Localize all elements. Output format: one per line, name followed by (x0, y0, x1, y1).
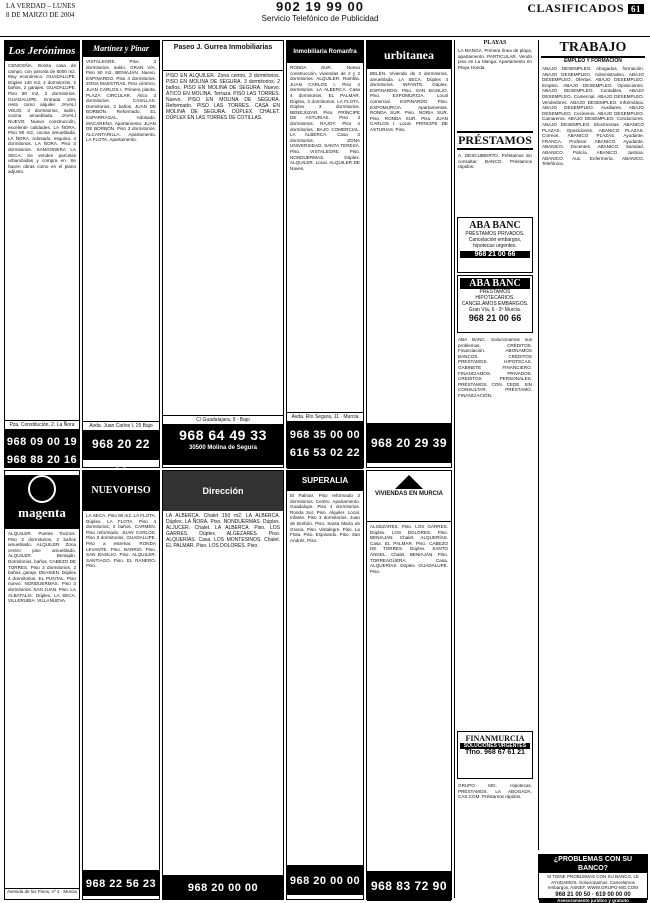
creditos-text: ABA BANC. Solucionamos sus problemas. CRÉDITOS. Financiación. ABONAMOS BANCOS. CRÉDITOS PRESTAMOS. HIPOTECAS. GABINETE FINANCIERO. FINANCIAMOS. PRIVADOS. CREDITOS PERSONALES. PRÉSTAMOS. CON. CEDE. SIN CONSULTAR. PRÉSTAMO. FINANCIACIÓN. (458, 337, 532, 398)
aba-text-1: PRÉSTAMOS PRIVADOS. Cancelación embargos, hipotecas urgentes. (465, 231, 525, 249)
ad-phone: 968 35 00 00 (289, 429, 361, 441)
ad-phone: 968 64 49 33 (179, 427, 267, 443)
ad-phone-2: 968 20 00 00 (187, 882, 259, 894)
ad-phone-block-2 (163, 875, 283, 899)
header-left (6, 2, 75, 20)
ad-nuevopiso (82, 470, 160, 900)
logo-direccion: Dirección (163, 471, 283, 511)
ad-direccion (162, 470, 284, 900)
ad-phone: 968 20 29 39 (370, 436, 448, 450)
paper-name: LA VERDAD – LUNES (6, 2, 76, 10)
playas-text: LA MANGA. Primera línea de playa, apartamento. PARTICULAR. Vendo piso en La Manga. Apartamento en Playa Honda. (458, 48, 532, 70)
ad-text-2: LA SECA. Piso 90 m2. LA FLOTA. Dúplex. LA FLOTA. Piso 4 dormitorios, 2 baños. CARMEN. Piso reformado. JUAN CARLOS. Piso 3 dormitorios. GUADALUPE. Piso a estrenar. RONDA LEVANTE. Piso. BARRIO. Piso. SAN BASILIO. Piso. ALQUILER. SANTIAGO. Piso. EL RANERO. Piso. (86, 513, 156, 569)
logo-los-jeronimos: Los Jerónimos (5, 41, 79, 61)
logo-nuevopiso: NUEVOPISO (83, 471, 159, 511)
aba-title-1: ABA BANC (469, 220, 521, 231)
page-header (0, 0, 650, 37)
ad-phone-block-2 (287, 865, 363, 895)
ad-aba-banc-2 (457, 275, 533, 333)
ad-phone-2: 968 88 20 16 (6, 454, 78, 466)
ad-problemas-banco (538, 854, 648, 903)
ad-phone-block-2 (83, 870, 159, 896)
ad-text-2: El Palmar. Piso reformado 3 dormitorios. Centro. Apartamento. Guadalupe. Piso 4 dormitorios. Ronda Sur. Piso. Alquiler. Local. Infante. Piso 3 dormitorios. Juan de Borbón. Piso. Santa María de Gracia. Piso. Vistalegre. Piso. La Flota. Piso. Espinardo. Piso. San Andrés. Piso. (290, 493, 360, 543)
ad-phone-block-2 (367, 871, 451, 901)
logo-urbitanea: urbitanea (367, 41, 451, 69)
service-phone: 902 19 99 00 (276, 0, 364, 14)
ad-text: RONDA SUR. Nueva construcción, viviendas de 2 y 3 dormitorios. ALQUILER. Rambla. JUAN CARLOS I. Piso 4 dormitorios. LA ALBERCA. Casa 4 dormitorios. EL PALMAR. Dúplex, 3 dormitorios. LA FLOTA. Dúplex 3 dormitorios. BENEJÚZAR. Piso. PRÍNCIPE DE ASTURIAS. Piso 3 dormitorios. RAJOY. Piso 4 dormitorios. BAJO COMERCIAL. LA ALBERCA. Casa 3 dormitorios. ZONA UNIVERSIDAD. SANTA TERESA. Piso. VISTALEGRE. Piso. NONDUERMAS. Dúplex. ALQUILER. Local. ALQUILER DE Naves. (290, 65, 360, 171)
finanmurcia-sub: SOLUCIONES URGENTES (460, 743, 530, 749)
ad-text: CENICEÑA. Bonita casa de campo, con parcela de 6000 m2. Muy económico. GUADALUPE. Dúplex 140 m2, 4 dormitorios, 2 baños, 2 garajes. GUADALUPE. Piso 80 m2, 3 dormitorios. GUADALUPE. Entrada 10% resto como alquiler. JAVALÍ VIEJO. 3 dormitorios, salón, cocina amueblada. JAVALÍ NUEVO. Nueva construcción, excelente calidades. LA ÑORA. Piso 90 m2, cocina amueblada. LA ÑORA. Adosado, esquina, 4 dormitorios. LA ÑORA. Piso 3 dormitorios. SANGONERA LA SECA. Se venden parcelas urbanizadas y compra en. Se hacen obras como en el plano adjunto. (8, 63, 76, 175)
page-number: 61 (628, 4, 644, 14)
house-icon (395, 475, 423, 489)
aba-phone-2: 968 21 00 66 (468, 313, 522, 323)
logo-viviendas-label: VIVIENDAS EN MURCIA (374, 491, 443, 497)
ad-address: Avda. Río Segura, 11 · Murcia (287, 412, 363, 421)
ad-aba-banc-1 (457, 217, 533, 273)
header-center (260, 0, 380, 24)
logo-paseo-gurrea: Paseo J. Gurrea Inmobiliarias (163, 41, 283, 71)
grupo-mg-text: GRUPO MG. Hipotecas. PRÉSTAMOS. LA ABOGADA. CAS.COM. Préstamos rápidos. (458, 783, 532, 800)
ad-phone: 968 20 22 (92, 437, 150, 451)
section-trabajo: TRABAJO (541, 40, 645, 58)
section-playas: PLAYAS (483, 40, 507, 46)
ad-address: C/ Guadalajara, 9 - Bajo (163, 415, 283, 424)
ad-phone-block (367, 423, 451, 463)
problemas-text: SI TIENE PROBLEMAS CON SU BANCO, LE AYUDAMOS. Solucionamos. Cancelamos embargos, ASNEF. WWW.GRUPO-MG.COM (547, 874, 639, 890)
magenta-emblem-icon (28, 475, 56, 503)
aba-phone-1: 968 21 00 66 (460, 251, 530, 258)
trabajo-text: ABAJO DESEMPLEO. Abogados, formación. ABAJO DESEMPLEO. Administrativo. ABAJO DESEMPLEO. Ofertas. ABAJO DESEMPLEO. Empleo. ABAJO DESEMPLEO. Oposiciones. ABAJO DESEMPLEO. Contables. ABAJO DESEMPLEO. Comercial. ABAJO DESEMPLEO. Vendedores. ABAJO DESEMPLEO. Informática. ABAJO DESEMPLEO. Auxiliares. ABAJO DESEMPLEO. Cocineros. ABAJO DESEMPLEO. Camareros. ABAJO DESEMPLEO. Conductores. ABAJO DESEMPLEO. Electricistas. ABANICO PLAZAS. Oposiciones. ABANICO PLAZAS. Correos. ABANICO PLAZAS. Ayudante. FRANCA. Profesor. ABANICO. Ayudante. ABANICO. Docentes. ABANICO. Sanidad. ABANICO. Policía. ABANICO. Justicia. ABANICO. Aux. Enfermería. ABANICO. Telefónica. (542, 66, 644, 167)
logo-martinez-pinar: Martínez y Pinar (83, 41, 159, 57)
ad-viviendas-murcia (366, 470, 452, 900)
ad-city: 30500 Molina de Segura (188, 445, 258, 451)
ad-paseo-gurrea (162, 40, 284, 468)
finanmurcia-phone: Tfno. 968 67 61 21 (465, 749, 525, 756)
ad-address: Pza. Constitución, 2. La Ñora (5, 420, 79, 429)
ad-footer: Avenida de los Pinos, nº 4 · Murcia (5, 888, 79, 894)
aba-text-2: PRÉSTAMOS HIPOTECARIOS. CANCELAMOS EMBARGOS. Gran Vía, 6 · 3º Murcia. (461, 289, 529, 313)
ad-phone-block (83, 430, 159, 460)
ad-phone-2: 968 20 00 00 (289, 875, 361, 887)
ad-phone-block (163, 424, 283, 465)
section-name: CLASIFICADOS (527, 1, 624, 15)
logo-magenta-block (5, 475, 79, 529)
finanmurcia-title: FINANMURCIA (465, 734, 525, 743)
ad-text: PISO EN ALQUILER. Zona centro, 3 dormitorios. PISO EN MOLINA DE SEGURA. 3 dormitorios, 2 baños. PISO EN MOLINA DE SEGURA. Nuevo. ÁTICO EN MOLINA. Terraza. PISO LAS TORRES. Nuevo. PISO EN MOLINA DE SEGURA. Reformado. PISO LAS TORRES. CASA EN MOLINA DE SEGURA. DÚPLEX. CHALET. DÚPLEX EN LAS TORRES DE COTILLAS. (166, 73, 280, 121)
logo-romanfra: Inmobiliaria Romanfra (287, 41, 363, 63)
column-playas-prestamos (454, 40, 535, 898)
problemas-phone: 968 21 00 50 · 619 00 00 00 (555, 892, 631, 898)
ad-text-2: ALGEZARES. Piso. LOS GARRES. Dúplex. LOS DOLORES. Piso. BENIAJÁN. Chalet. ALQUERÍAS. Casa. EL PALMAR. Piso. CABEZO DE TORRES. Dúplex. SANTO ÁNGEL. Chalet. BENIAJÁN. Piso. TORREAGÜERA. Casa. ALQUERÍAS. Dúplex. GUADALUPE. Piso. (370, 524, 448, 574)
section-prestamos: PRÉSTAMOS (457, 131, 533, 150)
problemas-bottom: Asesoramiento jurídico y gratuito (539, 898, 647, 903)
logo-magenta: magenta (18, 505, 66, 520)
ad-superalia (286, 470, 364, 900)
ad-text: BELÉN. Vivienda de 3 dormitorios, amueblada. LA SECA. Dúplex 4 dormitorios. INFANTE. Dúplex. ESPINARDO. Piso. SAN BASILIO. Piso. EXPOMURCIA. Local comercial. ESPINARDO. Piso. EXPOMURCIA. Apartamentos. RONDA SUR. Piso. NORIA SUR. Piso. RONDA SUR. Piso. JUAN CARLOS I. Local. PRÍNCIPE DE ASTURIAS. Piso. (370, 71, 448, 132)
ad-text: VISTALEGRE. Piso, 3 dormitorios, salón. GRAN VÍA. Piso 90 m2. BENIAJÁN. Nuevo. ESPINARDO. Piso 4 dormitorios. ZONA MAESTRAS. Piso céntrico. JUAN CARLOS I. Primera planta. PLAZA CIRCULAR. Ático 3 dormitorios. CASILLAS. Dormitorios, 2 baños. JUAN DE BORBÓN. Reformado. EL ESPARRAGAL. Adosado. MACARENA. Apartamento. JUAN DE BORBÓN. Piso 3 dormitorios. ALCANTARILLA. Apartamento. LA FLOTA. Apartamento. (86, 59, 156, 143)
ad-finanmurcia (457, 731, 533, 779)
ad-address: Avda. Juan Carlos I, 25 Bajo (83, 421, 159, 430)
aba-title-2: ABA BANC (460, 278, 530, 289)
ad-urbitanea (366, 40, 452, 468)
ad-phone-block (5, 429, 79, 468)
problemas-title: ¿PROBLEMAS CON SU BANCO? (539, 855, 647, 873)
header-right (527, 1, 644, 16)
ad-romanfra (286, 40, 364, 468)
issue-date: 8 DE MARZO DE 2004 (6, 11, 75, 19)
ad-phone: 968 09 00 19 (6, 436, 78, 448)
ad-martinez-pinar (82, 40, 160, 468)
ad-text-2: ALQUILER. Puente Tocinos. Piso 3 dormitorios, 2 baños amueblado. ALQUILER. Zona centro piso amueblado. ALQUILER. Beniaján. Dormitorios, baños. CABEZO DE TORRES. Piso 3 dormitorios, 2 baños, garaje. DEASIEN. Dúplex 4 dormitorios. EL PUNTAL. Piso nuevo. NONDUERMAS. Piso 3 dormitorios. SAN JUAN. Piso. LA ALBATALÍA. Dúplex. LA SECA. VILLERUBIA. VILLANUEVA. (8, 531, 76, 604)
ad-phone-2: 968 22 56 23 (85, 878, 157, 890)
column-trabajo (538, 40, 647, 850)
ad-phone-block (287, 421, 363, 469)
ad-los-jeronimos (4, 40, 80, 468)
service-label: Servicio Telefónico de Publicidad (261, 14, 379, 23)
logo-superalia: SUPERALIA (287, 471, 363, 491)
ad-magenta (4, 470, 80, 900)
ad-phone-2: 968 83 72 90 (370, 879, 448, 893)
section-empleo: EMPLEO Y FORMACIÓN (564, 58, 622, 64)
ad-phone-b: 616 53 02 22 (289, 447, 361, 459)
ad-text-2: LA ALBERCA. Chalet 150 m2. LA ALBERCA. Dúplex. LA ÑORA. Piso. NONDUERMAS. Dúplex. ALJUCER. Chalet. LA ALBERCA. Piso. LOS GARRES. Dúplex. ALGEZARES. Piso. ALQUERÍAS. Casa. LOS MONTESINOS. Chalet. EL PALMAR. Piso. LOS DOLORES. Piso. (166, 513, 280, 549)
prestamos-text: A. DESCUBIERTO. Préstamos sin consultar. BANCO. Préstamos rápidos. (458, 153, 532, 170)
logo-viviendas-murcia (367, 475, 451, 522)
